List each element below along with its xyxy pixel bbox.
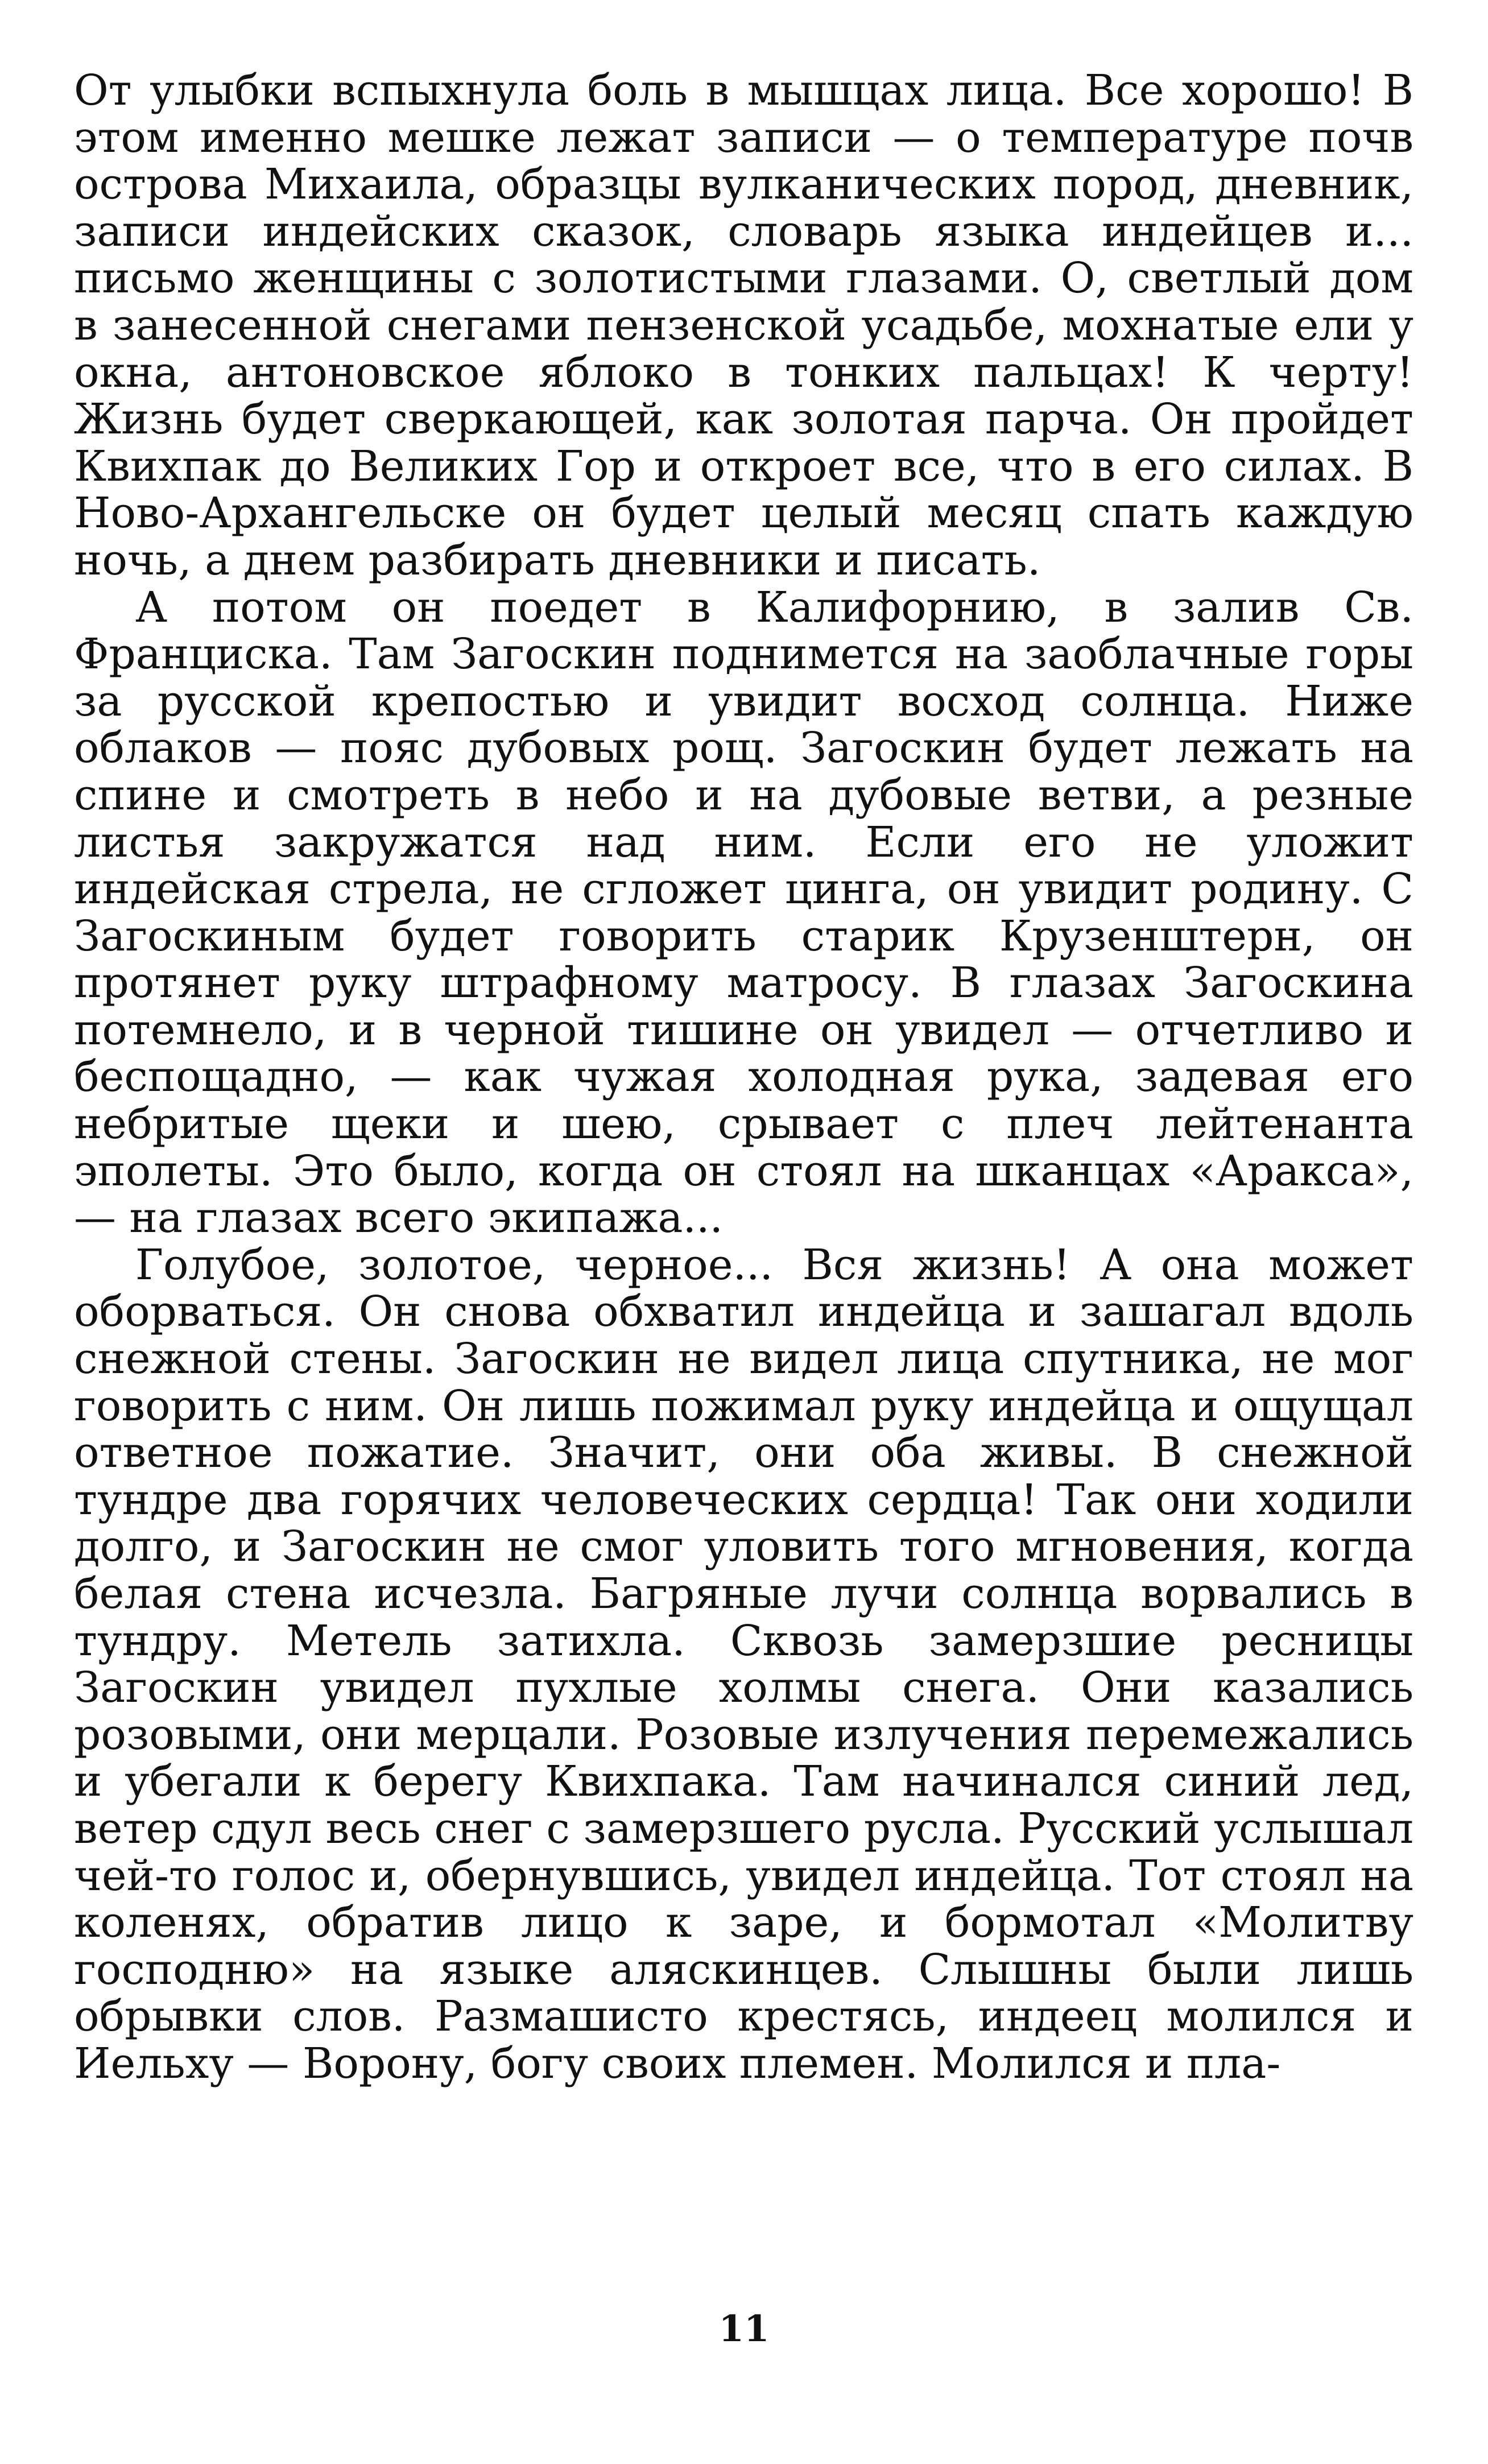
paragraph-2: А потом он поедет в Калифорнию, в залив Св. Франциска. Там Загоскин поднимется на заоблачные горы за русской крепостью и увидит восход солнца. Ниже облаков — пояс дубовых рощ. Загоскин будет лежать на спине и смотреть в небо и на дубовые ветви, а резные листья закружатся над ним. Если его не уложит индейская стрела, не сгложет цинга, он увидит родину. С Загоскиным будет говорить старик Крузенштерн, он протянет руку штрафному матросу. В глазах Загоскина потемнело, и в черной тишине он увидел — отчетливо и беспощадно, — как чужая холодная рука, задевая его небритые щеки и шею, срывает с плеч лейтенанта эполеты. Это было, когда он стоял на шканцах «Аракса», — на глазах всего экипажа... [74,582,1413,1243]
paragraph-3: Голубое, золотое, черное... Вся жизнь! А она может оборваться. Он снова обхватил индейца и зашагал вдоль снежной стены. Загоскин не видел лица спутника, не мог говорить с ним. Он лишь пожимал руку индейца и ощущал ответное пожатие. Значит, они оба живы. В снежной тундре два горячих человеческих сердца! Так они ходили долго, и Загоскин не смог уловить того мгновения, когда белая стена исчезла. Багряные лучи солнца ворвались в тундру. Метель затихла. Сквозь замерзшие ресницы Загоскин увидел пухлые холмы снега. Они казались розовыми, они мерцали. Розовые излучения перемежались и убегали к берегу Квихпака. Там начинался синий лед, ветер сдул весь снег с замерзшего русла. Русский услышал чей-то голос и, обернувшись, увидел индейца. Тот стоял на коленях, обратив лицо к заре, и бормотал «Молитву господню» на языке аляскинцев. Слышны были лишь обрывки слов. Размашисто крестясь, индеец молился и Иельху — Ворону, богу своих племен. Молился и пла- [74,1240,1413,2088]
paragraph-1: От улыбки вспыхнула боль в мышцах лица. Все хорошо! В этом именно мешке лежат записи — о температуре почв острова Михаила, образцы вулканических пород, дневник, записи индейских сказок, словарь языка индейцев и... письмо женщины с золотистыми глазами. О, светлый дом в занесенной снегами пензенской усадьбе, мохнатые ели у окна, антоновское яблоко в тонких пальцах! К черту! Жизнь будет сверкающей, как золотая парча. Он пройдет Квихпак до Великих Гор и откроет все, что в его силах. В Ново-Архангельске он будет целый месяц спать каждую ночь, а днем разбирать дневники и писать. [74,66,1413,585]
page-text [74,67,1413,2087]
page-number: 11 [718,2308,770,2350]
